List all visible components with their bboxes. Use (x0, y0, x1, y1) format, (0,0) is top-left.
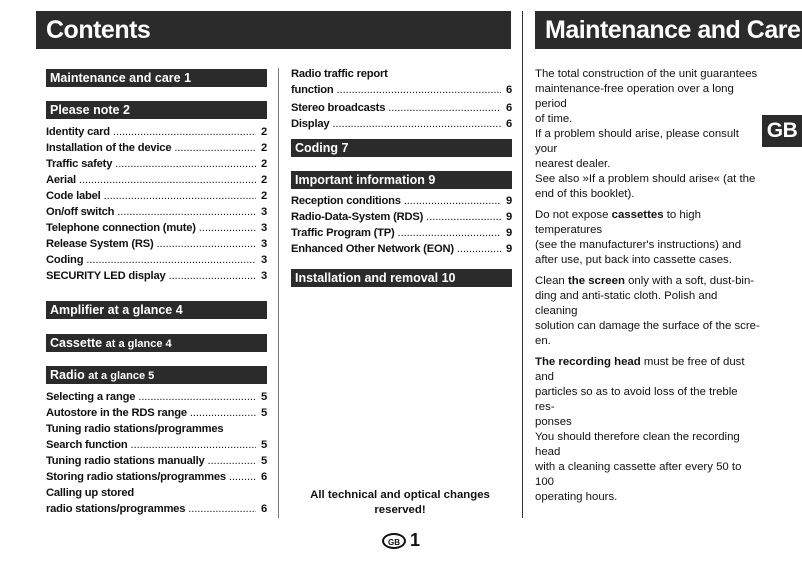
toc-leader (199, 220, 256, 236)
language-tab (762, 115, 802, 147)
toc-entry-line1 (46, 485, 267, 501)
toc-entry-title: Traffic Program (TP) (291, 227, 395, 239)
toc-entry-title: Release System (RS) (46, 238, 154, 250)
toc-leader (426, 209, 501, 225)
text-line: Do not expose (535, 209, 612, 221)
paragraph-screen (535, 274, 760, 349)
contents-title-text: Contents (46, 16, 151, 44)
toc-entry-page: 2 (260, 190, 267, 202)
toc-entry-title: Reception conditions (291, 195, 401, 207)
toc-entry[interactable] (291, 100, 512, 116)
toc-entry-title: Calling up stored (46, 487, 134, 499)
toc-leader (229, 469, 256, 485)
toc-entry[interactable] (46, 501, 267, 517)
text-line: with a cleaning cassette after every 50 to 100 (535, 461, 742, 488)
toc-entry-title: Enhanced Other Network (EON) (291, 243, 454, 255)
toc-leader (79, 172, 256, 188)
toc-entry[interactable] (46, 252, 267, 268)
toc-entry-page: 3 (260, 238, 267, 250)
toc-leader (157, 236, 256, 252)
text-line: only with a soft, dust-bin- (624, 275, 755, 287)
section-radio-label: Radio (50, 368, 85, 382)
text-line: See also »If a problem should arise« (at the (535, 173, 756, 185)
paragraph-recording-head (535, 355, 760, 505)
toc-entry-title: Code label (46, 190, 101, 202)
changes-notice-line1: All technical and optical changes (310, 489, 490, 501)
section-cassette[interactable] (46, 334, 267, 352)
page-number-text: 1 (410, 530, 421, 550)
toc-entry-title: Storing radio stations/programmes (46, 471, 226, 483)
maintenance-title-text: Maintenance and Care (545, 16, 801, 44)
toc-entry-title: Radio-Data-System (RDS) (291, 211, 424, 223)
toc-leader (104, 188, 256, 204)
toc-entry-page: 2 (260, 142, 267, 154)
section-installation-label: Installation and removal 10 (295, 271, 456, 285)
toc-entry[interactable] (291, 209, 512, 225)
page-divider (522, 11, 523, 518)
contents-title (36, 11, 511, 49)
toc-entry[interactable] (291, 193, 512, 209)
toc-entry-page: 9 (505, 211, 512, 223)
toc-entry-title: Selecting a range (46, 391, 136, 403)
toc-entry[interactable] (46, 437, 267, 453)
toc-entry-page: 5 (260, 439, 267, 451)
toc-entry-title: On/off switch (46, 206, 115, 218)
text-line: (see the manufacturer's instructions) and (535, 239, 742, 251)
section-please-note-label: Please note 2 (50, 103, 130, 117)
section-important-label: Important information 9 (295, 173, 436, 187)
toc-entry-title: radio stations/programmes (46, 503, 186, 515)
toc-leader (332, 116, 501, 132)
toc-entry-title: Identity card (46, 126, 110, 138)
toc-entry-title: Aerial (46, 174, 76, 186)
maintenance-title (535, 11, 802, 49)
text-line: end of this booklet). (535, 188, 635, 200)
text-line: ponses (535, 416, 572, 428)
toc-entry-title: Tuning radio stations manually (46, 455, 205, 467)
section-amplifier[interactable] (46, 301, 267, 319)
section-cassette-label: Cassette (50, 336, 103, 350)
toc-entry[interactable] (46, 124, 267, 140)
changes-notice-line2: reserved! (374, 504, 426, 516)
toc-leader (115, 156, 256, 172)
section-maintenance[interactable] (46, 69, 267, 87)
toc-leader (398, 225, 501, 241)
section-amplifier-label: Amplifier at a glance 4 (50, 303, 183, 317)
toc-entry[interactable] (46, 156, 267, 172)
toc-entry[interactable] (46, 389, 267, 405)
toc-entry-title: Search function (46, 439, 128, 451)
text-line: operating hours. (535, 491, 618, 503)
middle-list (291, 66, 512, 132)
emphasis-screen: the screen (567, 275, 625, 287)
section-maintenance-label: Maintenance and care 1 (50, 71, 192, 85)
toc-entry-page: 5 (260, 391, 267, 403)
toc-entry-page: 9 (505, 195, 512, 207)
toc-entry[interactable] (46, 469, 267, 485)
toc-entry-line1 (291, 66, 512, 82)
toc-entry-title: Radio traffic report (291, 68, 388, 80)
toc-leader (208, 453, 256, 469)
toc-entry-page: 2 (260, 158, 267, 170)
emphasis-recording-head: The recording head (535, 356, 641, 368)
text-line: must be free of dust and (535, 356, 745, 383)
toc-leader (388, 100, 501, 116)
page-number (382, 530, 420, 551)
toc-entry-title: Installation of the device (46, 142, 172, 154)
toc-entry-page: 2 (260, 126, 267, 138)
toc-entry-title: Traffic safety (46, 158, 113, 170)
toc-entry[interactable] (46, 140, 267, 156)
toc-entry[interactable] (291, 82, 512, 98)
toc-leader (117, 204, 256, 220)
toc-entry-page: 2 (260, 174, 267, 186)
text-line: after use, put back into cassette cases. (535, 254, 732, 266)
text-line: maintenance-free operation over a long period (535, 83, 734, 110)
toc-entry[interactable] (46, 453, 267, 469)
toc-entry[interactable] (46, 405, 267, 421)
maintenance-text (535, 67, 760, 511)
toc-entry[interactable] (46, 204, 267, 220)
toc-leader (131, 437, 256, 453)
radio-list (46, 389, 267, 517)
paragraph-guarantee (535, 67, 760, 202)
section-radio[interactable] (46, 366, 267, 384)
toc-entry[interactable] (291, 116, 512, 132)
gb-badge-text: GB (388, 537, 400, 547)
section-important[interactable] (291, 171, 512, 189)
section-radio-sub: at a glance 5 (88, 370, 155, 382)
section-please-note[interactable] (46, 101, 267, 119)
toc-entry-page: 3 (260, 206, 267, 218)
toc-leader (188, 501, 256, 517)
toc-entry-page: 5 (260, 407, 267, 419)
toc-entry[interactable] (46, 268, 267, 284)
column-divider (278, 68, 279, 518)
toc-entry[interactable] (291, 225, 512, 241)
toc-entry-line1 (46, 421, 267, 437)
text-line: of time. (535, 113, 573, 125)
toc-entry[interactable] (46, 188, 267, 204)
toc-entry-page: 5 (260, 455, 267, 467)
text-line: Clean (535, 275, 568, 287)
toc-leader (190, 405, 256, 421)
toc-leader (169, 268, 256, 284)
toc-entry-page: 3 (260, 222, 267, 234)
toc-leader (86, 252, 256, 268)
toc-entry-title: function (291, 84, 334, 96)
text-line: particles so as to avoid loss of the treble res- (535, 386, 738, 413)
toc-leader (404, 193, 501, 209)
toc-leader (174, 140, 256, 156)
changes-notice (300, 488, 500, 518)
toc-entry-page: 6 (505, 84, 512, 96)
language-tab-text: GB (766, 119, 798, 142)
toc-entry-title: Stereo broadcasts (291, 102, 386, 114)
text-line: The total construction of the unit guarantees (535, 68, 758, 80)
important-list (291, 193, 512, 257)
section-cassette-sub: at a glance 4 (105, 338, 172, 350)
toc-entry-page: 9 (505, 227, 512, 239)
toc-leader (337, 82, 501, 98)
toc-entry[interactable] (291, 241, 512, 257)
text-line: You should therefore clean the recording head (535, 431, 740, 458)
toc-entry-page: 6 (260, 471, 267, 483)
toc-entry-page: 6 (505, 102, 512, 114)
toc-entry-page: 6 (260, 503, 267, 515)
section-coding[interactable] (291, 139, 512, 157)
toc-leader (457, 241, 501, 257)
text-line: If a problem should arise, please consult your (535, 128, 739, 155)
text-line: nearest dealer. (535, 158, 611, 170)
text-line: en. (535, 335, 551, 347)
text-line: to high temperatures (535, 209, 701, 236)
toc-entry[interactable] (46, 172, 267, 188)
toc-entry[interactable] (46, 220, 267, 236)
gb-badge-icon (382, 533, 406, 549)
toc-entry-title: SECURITY LED display (46, 270, 166, 282)
toc-leader (113, 124, 256, 140)
paragraph-cassettes (535, 208, 760, 268)
toc-entry-title: Tuning radio stations/programmes (46, 423, 224, 435)
toc-entry[interactable] (46, 236, 267, 252)
text-line: ding and anti-static cloth. Polish and cleaning (535, 290, 718, 317)
toc-entry-title: Coding (46, 254, 84, 266)
section-coding-label: Coding 7 (295, 141, 349, 155)
section-installation[interactable] (291, 269, 512, 287)
emphasis-cassettes: cassettes (611, 209, 664, 221)
toc-entry-page: 6 (505, 118, 512, 130)
toc-leader (138, 389, 256, 405)
toc-entry-title: Telephone connection (mute) (46, 222, 196, 234)
toc-entry-page: 3 (260, 270, 267, 282)
toc-entry-page: 3 (260, 254, 267, 266)
toc-entry-title: Display (291, 118, 330, 130)
toc-entry-page: 9 (505, 243, 512, 255)
toc-entry-title: Autostore in the RDS range (46, 407, 187, 419)
text-line: solution can damage the surface of the scre- (535, 320, 760, 332)
please-note-list (46, 124, 267, 284)
